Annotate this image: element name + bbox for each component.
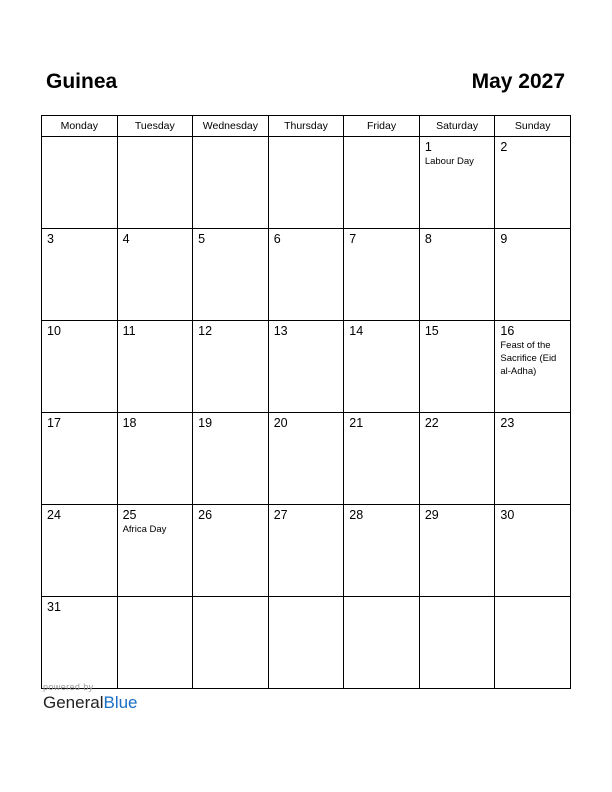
day-number: 19	[198, 416, 213, 430]
week-row	[42, 413, 571, 505]
footer-branding	[43, 682, 138, 713]
day-cell	[42, 137, 118, 229]
brand-blue: Blue	[103, 693, 138, 712]
day-number: 27	[273, 508, 288, 522]
weekday-header: Friday	[344, 116, 420, 137]
day-cell	[419, 597, 495, 689]
week-row	[42, 321, 571, 413]
day-number: 1	[424, 140, 432, 154]
day-cell	[42, 597, 118, 689]
day-number: 31	[47, 600, 61, 614]
day-cell	[193, 505, 269, 597]
day-number: 30	[500, 508, 515, 522]
day-cell	[495, 229, 571, 321]
day-cell	[42, 321, 118, 413]
day-number: 17	[47, 416, 61, 430]
day-cell	[42, 505, 118, 597]
day-number: 7	[349, 232, 357, 246]
day-cell	[419, 229, 495, 321]
day-cell	[193, 229, 269, 321]
day-cell	[495, 505, 571, 597]
holiday-label: Labour Day	[424, 156, 474, 167]
day-number: 24	[47, 508, 61, 522]
day-number: 21	[349, 416, 364, 430]
weekday-header: Tuesday	[117, 116, 193, 137]
day-cell	[193, 597, 269, 689]
day-number: 28	[349, 508, 364, 522]
day-number: 18	[122, 416, 137, 430]
day-number: 26	[198, 508, 213, 522]
brand-general: General	[43, 693, 104, 712]
brand-logo	[43, 693, 138, 713]
powered-by-text: powered by	[43, 682, 94, 692]
day-cell	[117, 413, 193, 505]
day-cell	[495, 137, 571, 229]
week-row	[42, 597, 571, 689]
day-cell	[42, 413, 118, 505]
weekday-header: Thursday	[268, 116, 344, 137]
weekday-header: Sunday	[495, 116, 571, 137]
calendar-grid	[41, 115, 571, 689]
day-cell	[344, 597, 420, 689]
day-number: 23	[500, 416, 515, 430]
day-cell	[495, 321, 571, 413]
day-cell	[419, 505, 495, 597]
day-number: 16	[500, 324, 515, 338]
day-cell	[344, 505, 420, 597]
day-number: 10	[47, 324, 61, 338]
day-cell	[419, 321, 495, 413]
day-cell	[344, 229, 420, 321]
day-number: 14	[349, 324, 364, 338]
week-row	[42, 137, 571, 229]
day-cell	[344, 321, 420, 413]
country-title: Guinea	[46, 70, 118, 93]
day-number: 9	[500, 232, 508, 246]
day-cell	[117, 505, 193, 597]
day-cell	[117, 597, 193, 689]
day-number: 3	[47, 232, 54, 246]
week-row	[42, 505, 571, 597]
weekday-header: Wednesday	[193, 116, 269, 137]
weekday-header-row	[42, 116, 571, 137]
day-number: 6	[273, 232, 281, 246]
day-cell	[193, 321, 269, 413]
day-cell	[344, 413, 420, 505]
day-cell	[268, 229, 344, 321]
holiday-label: Africa Day	[122, 524, 167, 535]
day-number: 5	[198, 232, 206, 246]
day-cell	[268, 505, 344, 597]
day-number: 15	[424, 324, 439, 338]
day-number: 4	[122, 232, 130, 246]
day-number: 22	[424, 416, 439, 430]
holiday-label: Feast of the Sacrifice (Eid al-Adha)	[500, 340, 557, 377]
day-cell	[117, 137, 193, 229]
day-number: 12	[198, 324, 213, 338]
day-number: 8	[424, 232, 432, 246]
day-number: 29	[424, 508, 439, 522]
day-number: 11	[122, 324, 136, 338]
day-cell	[495, 597, 571, 689]
day-cell	[117, 229, 193, 321]
day-cell	[42, 229, 118, 321]
weekday-header: Saturday	[419, 116, 495, 137]
weekday-header: Monday	[42, 116, 118, 137]
day-cell	[344, 137, 420, 229]
day-cell	[419, 413, 495, 505]
day-number: 20	[273, 416, 288, 430]
day-cell	[268, 597, 344, 689]
month-year-title: May 2027	[471, 70, 565, 93]
day-number: 2	[500, 140, 508, 154]
day-cell	[495, 413, 571, 505]
day-cell	[193, 413, 269, 505]
day-cell	[268, 137, 344, 229]
day-cell	[193, 137, 269, 229]
week-row	[42, 229, 571, 321]
day-number: 13	[273, 324, 288, 338]
day-cell	[117, 321, 193, 413]
day-cell	[419, 137, 495, 229]
day-cell	[268, 321, 344, 413]
day-number: 25	[122, 508, 137, 522]
day-cell	[268, 413, 344, 505]
